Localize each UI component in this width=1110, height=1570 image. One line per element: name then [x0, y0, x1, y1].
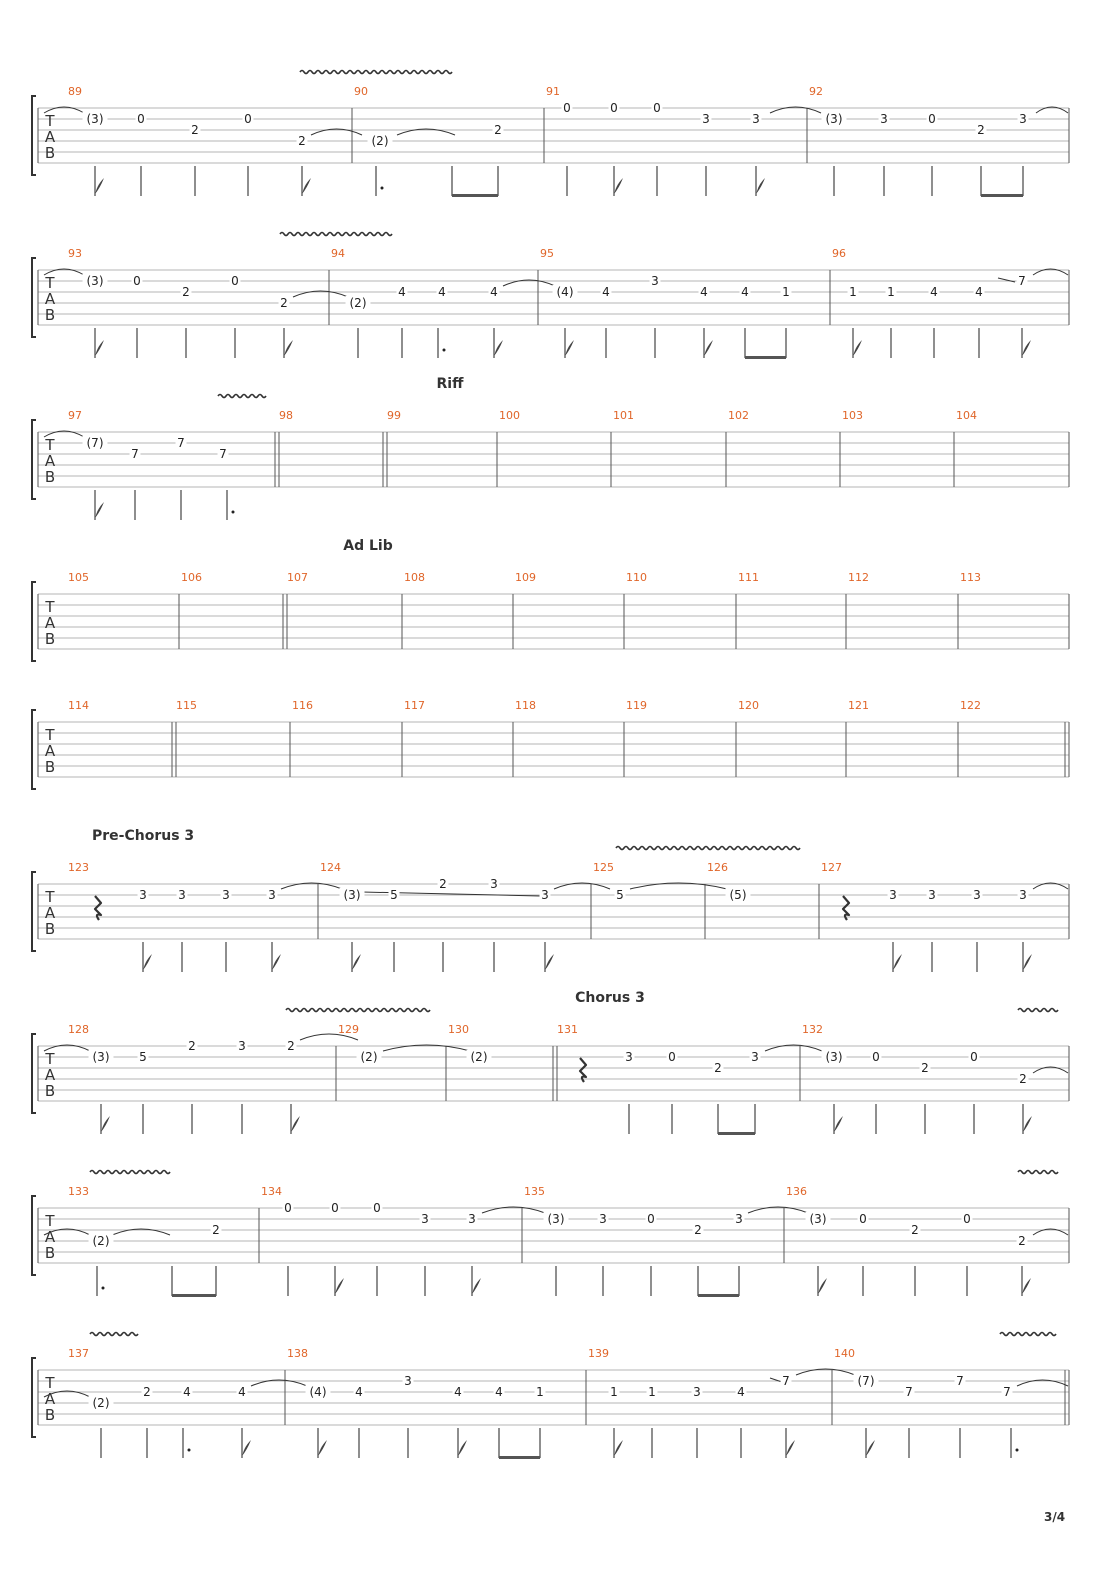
- quarter-rest: [843, 896, 849, 920]
- note-flag: [704, 340, 713, 358]
- vibrato-mark: [280, 233, 392, 236]
- fret-number: 7: [219, 447, 227, 461]
- measure-number: 116: [292, 699, 313, 712]
- fret-number: 3: [928, 888, 936, 902]
- note-beam: [172, 1294, 216, 1297]
- fret-number: 0: [928, 112, 936, 126]
- fret-number: 3: [421, 1212, 429, 1226]
- fret-number: 2: [977, 123, 985, 137]
- note-flag: [565, 340, 574, 358]
- fret-number: 1: [887, 285, 895, 299]
- system-bracket: [32, 258, 36, 337]
- note-beam: [452, 194, 498, 197]
- fret-number: (3): [547, 1212, 565, 1226]
- tab-clef-a: A: [44, 614, 56, 632]
- fret-number: 2: [921, 1061, 929, 1075]
- note-flag: [472, 1278, 481, 1296]
- note-beam: [499, 1456, 540, 1459]
- fret-number: 4: [438, 285, 446, 299]
- measure-number: 121: [848, 699, 869, 712]
- note-flag: [335, 1278, 344, 1296]
- tab-clef-a: A: [44, 452, 56, 470]
- note-flag: [318, 1440, 327, 1458]
- measure-number: 108: [404, 571, 425, 584]
- dot-mark: [1016, 1449, 1019, 1452]
- measure-number: 104: [956, 409, 977, 422]
- note-flag: [284, 340, 293, 358]
- measure-number: 115: [176, 699, 197, 712]
- tab-clef-t: T: [45, 1374, 55, 1392]
- tab-clef-t: T: [45, 888, 55, 906]
- fret-number: 5: [390, 888, 398, 902]
- fret-number: (3): [825, 112, 843, 126]
- measure-number: 96: [832, 247, 846, 260]
- tab-system: [32, 376, 1069, 520]
- note-flag: [143, 954, 152, 972]
- measure-number: 92: [809, 85, 823, 98]
- note-beam: [981, 194, 1023, 197]
- tab-clef-a: A: [44, 742, 56, 760]
- measure-number: 94: [331, 247, 345, 260]
- fret-number: 2: [494, 123, 502, 137]
- fret-number: 3: [651, 274, 659, 288]
- fret-number: 2: [191, 123, 199, 137]
- fret-number: 3: [625, 1050, 633, 1064]
- fret-number: 2: [212, 1223, 220, 1237]
- fret-number: (3): [86, 274, 104, 288]
- note-flag: [834, 1116, 843, 1134]
- tab-system: [32, 990, 1069, 1135]
- fret-number: 2: [298, 134, 306, 148]
- measure-number: 105: [68, 571, 89, 584]
- measure-number: 117: [404, 699, 425, 712]
- tab-clef-b: B: [44, 758, 56, 776]
- fret-number: 1: [849, 285, 857, 299]
- fret-number: 7: [905, 1385, 913, 1399]
- note-flag: [95, 340, 104, 358]
- note-flag: [272, 954, 281, 972]
- vibrato-mark: [1018, 1009, 1058, 1012]
- fret-number: (3): [343, 888, 361, 902]
- fret-number: (3): [825, 1050, 843, 1064]
- measure-number: 129: [338, 1023, 359, 1036]
- tab-clef-a: A: [44, 128, 56, 146]
- fret-number: 2: [143, 1385, 151, 1399]
- fret-number: 4: [454, 1385, 462, 1399]
- measure-number: 130: [448, 1023, 469, 1036]
- page-number-text: 3/4: [1044, 1510, 1066, 1524]
- section-label: Chorus 3: [575, 990, 645, 1006]
- note-flag: [1022, 1278, 1031, 1296]
- vibrato-mark: [90, 1333, 138, 1336]
- fret-number: 0: [970, 1050, 978, 1064]
- note-flag: [1022, 340, 1031, 358]
- fret-number: 3: [178, 888, 186, 902]
- measure-number: 135: [524, 1185, 545, 1198]
- fret-number: 1: [536, 1385, 544, 1399]
- quarter-rest: [95, 896, 101, 920]
- fret-number: 3: [1019, 112, 1027, 126]
- fret-number: 5: [616, 888, 624, 902]
- fret-number: 4: [398, 285, 406, 299]
- note-flag: [893, 954, 902, 972]
- fret-number: 2: [188, 1039, 196, 1053]
- fret-number: (4): [556, 285, 574, 299]
- measure-number: 136: [786, 1185, 807, 1198]
- fret-number: 4: [975, 285, 983, 299]
- section-label: Ad Lib: [343, 538, 393, 554]
- fret-number: 3: [139, 888, 147, 902]
- fret-number: 0: [231, 274, 239, 288]
- fret-number: (7): [857, 1374, 875, 1388]
- tab-clef-a: A: [44, 1390, 56, 1408]
- tab-clef-b: B: [44, 1406, 56, 1424]
- fret-number: 4: [700, 285, 708, 299]
- dot-mark: [232, 511, 235, 514]
- measure-number: 103: [842, 409, 863, 422]
- system-bracket: [32, 420, 36, 499]
- measure-number: 93: [68, 247, 82, 260]
- tab-clef-b: B: [44, 468, 56, 486]
- measure-number: 133: [68, 1185, 89, 1198]
- note-flag: [1023, 954, 1032, 972]
- fret-number: 4: [741, 285, 749, 299]
- system-bracket: [32, 1196, 36, 1275]
- section-label: Riff: [436, 376, 464, 392]
- fret-number: 4: [495, 1385, 503, 1399]
- note-flag: [614, 1440, 623, 1458]
- fret-number: 7: [131, 447, 139, 461]
- fret-number: 3: [599, 1212, 607, 1226]
- fret-number: 2: [911, 1223, 919, 1237]
- fret-number: 3: [1019, 888, 1027, 902]
- note-flag: [302, 178, 311, 196]
- measure-number: 125: [593, 861, 614, 874]
- dot-mark: [381, 187, 384, 190]
- fret-number: 0: [647, 1212, 655, 1226]
- measure-number: 97: [68, 409, 82, 422]
- tab-clef-t: T: [45, 112, 55, 130]
- fret-number: 4: [602, 285, 610, 299]
- fret-number: 3: [702, 112, 710, 126]
- fret-number: 1: [610, 1385, 618, 1399]
- vibrato-mark: [1018, 1171, 1058, 1174]
- measure-number: 138: [287, 1347, 308, 1360]
- fret-number: 2: [1019, 1072, 1027, 1086]
- quarter-rest: [580, 1058, 586, 1082]
- measure-number: 100: [499, 409, 520, 422]
- fret-number: (5): [729, 888, 747, 902]
- note-flag: [95, 502, 104, 520]
- fret-number: 2: [280, 296, 288, 310]
- system-bracket: [32, 582, 36, 661]
- fret-number: 2: [694, 1223, 702, 1237]
- tab-clef-t: T: [45, 274, 55, 292]
- tab-system: [32, 233, 1069, 360]
- measure-number: 132: [802, 1023, 823, 1036]
- tab-clef-t: T: [45, 726, 55, 744]
- fret-number: 4: [355, 1385, 363, 1399]
- fret-number: 7: [956, 1374, 964, 1388]
- measure-number: 134: [261, 1185, 282, 1198]
- measure-number: 111: [738, 571, 759, 584]
- fret-number: 2: [439, 877, 447, 891]
- note-flag: [866, 1440, 875, 1458]
- note-flag: [614, 178, 623, 196]
- note-flag: [756, 178, 765, 196]
- fret-number: 3: [222, 888, 230, 902]
- vibrato-mark: [300, 71, 452, 74]
- tab-system: [32, 71, 1069, 198]
- fret-number: (7): [86, 436, 104, 450]
- tab-clef-t: T: [45, 436, 55, 454]
- measure-number: 126: [707, 861, 728, 874]
- fret-number: 7: [1003, 1385, 1011, 1399]
- measure-number: 101: [613, 409, 634, 422]
- tab-system: [32, 1171, 1069, 1298]
- measure-number: 109: [515, 571, 536, 584]
- measure-number: 89: [68, 85, 82, 98]
- tab-clef-t: T: [45, 1212, 55, 1230]
- note-flag: [545, 954, 554, 972]
- measure-number: 128: [68, 1023, 89, 1036]
- system-bracket: [32, 1358, 36, 1437]
- tab-system: [32, 828, 1069, 972]
- measure-number: 140: [834, 1347, 855, 1360]
- fret-number: 4: [737, 1385, 745, 1399]
- fret-number: (2): [470, 1050, 488, 1064]
- note-flag: [95, 178, 104, 196]
- fret-number: 0: [244, 112, 252, 126]
- fret-number: 0: [284, 1201, 292, 1215]
- tab-clef-b: B: [44, 144, 56, 162]
- fret-number: 3: [693, 1385, 701, 1399]
- fret-number: (2): [349, 296, 367, 310]
- measure-number: 99: [387, 409, 401, 422]
- measure-number: 102: [728, 409, 749, 422]
- vibrato-mark: [218, 395, 266, 398]
- note-beam: [718, 1132, 755, 1135]
- fret-number: 0: [668, 1050, 676, 1064]
- tab-clef-b: B: [44, 306, 56, 324]
- measure-number: 127: [821, 861, 842, 874]
- tab-clef-t: T: [45, 1050, 55, 1068]
- fret-number: 3: [404, 1374, 412, 1388]
- fret-number: 4: [183, 1385, 191, 1399]
- fret-number: 0: [963, 1212, 971, 1226]
- measure-number: 90: [354, 85, 368, 98]
- measure-number: 106: [181, 571, 202, 584]
- measure-number: 114: [68, 699, 89, 712]
- fret-number: 3: [752, 112, 760, 126]
- measure-number: 139: [588, 1347, 609, 1360]
- tab-system: [32, 538, 1069, 661]
- vibrato-mark: [90, 1171, 170, 1174]
- measure-number: 110: [626, 571, 647, 584]
- measure-number: 124: [320, 861, 341, 874]
- fret-number: (4): [309, 1385, 327, 1399]
- measure-number: 131: [557, 1023, 578, 1036]
- fret-number: (3): [86, 112, 104, 126]
- fret-number: 3: [973, 888, 981, 902]
- measure-number: 122: [960, 699, 981, 712]
- fret-number: 2: [1018, 1234, 1026, 1248]
- measure-number: 118: [515, 699, 536, 712]
- fret-number: (2): [92, 1234, 110, 1248]
- fret-number: 3: [880, 112, 888, 126]
- tab-clef-b: B: [44, 630, 56, 648]
- fret-number: 2: [714, 1061, 722, 1075]
- measure-number: 91: [546, 85, 560, 98]
- fret-number: 0: [133, 274, 141, 288]
- fret-number: 1: [782, 285, 790, 299]
- dot-mark: [188, 1449, 191, 1452]
- note-flag: [853, 340, 862, 358]
- tab-clef-a: A: [44, 1066, 56, 1084]
- fret-number: (2): [360, 1050, 378, 1064]
- fret-number: 0: [373, 1201, 381, 1215]
- note-flag: [494, 340, 503, 358]
- tab-clef-a: A: [44, 904, 56, 922]
- vibrato-mark: [1000, 1333, 1056, 1336]
- vibrato-mark: [286, 1009, 430, 1012]
- fret-number: 3: [490, 877, 498, 891]
- fret-number: 0: [653, 101, 661, 115]
- dot-mark: [443, 349, 446, 352]
- tab-clef-a: A: [44, 1228, 56, 1246]
- measure-number: 119: [626, 699, 647, 712]
- measure-number: 98: [279, 409, 293, 422]
- measure-number: 120: [738, 699, 759, 712]
- fret-number: 0: [859, 1212, 867, 1226]
- fret-number: 3: [735, 1212, 743, 1226]
- fret-number: 7: [177, 436, 185, 450]
- note-flag: [352, 954, 361, 972]
- fret-number: 0: [563, 101, 571, 115]
- fret-number: 4: [490, 285, 498, 299]
- system-bracket: [32, 872, 36, 951]
- fret-number: (2): [371, 134, 389, 148]
- note-beam: [698, 1294, 739, 1297]
- note-flag: [101, 1116, 110, 1134]
- fret-number: 2: [182, 285, 190, 299]
- tab-clef-b: B: [44, 920, 56, 938]
- measure-number: 107: [287, 571, 308, 584]
- measure-number: 95: [540, 247, 554, 260]
- note-beam: [745, 356, 786, 359]
- vibrato-mark: [616, 847, 800, 850]
- system-bracket: [32, 96, 36, 175]
- fret-number: (3): [92, 1050, 110, 1064]
- tab-system: [32, 1333, 1069, 1460]
- fret-number: 3: [751, 1050, 759, 1064]
- fret-number: 0: [137, 112, 145, 126]
- fret-number: 5: [139, 1050, 147, 1064]
- fret-number: 7: [1018, 274, 1026, 288]
- tab-clef-b: B: [44, 1244, 56, 1262]
- fret-number: 0: [610, 101, 618, 115]
- fret-number: 0: [872, 1050, 880, 1064]
- fret-number: 1: [648, 1385, 656, 1399]
- fret-number: 3: [238, 1039, 246, 1053]
- note-flag: [458, 1440, 467, 1458]
- fret-number: 3: [268, 888, 276, 902]
- tab-clef-a: A: [44, 290, 56, 308]
- note-flag: [818, 1278, 827, 1296]
- note-flag: [242, 1440, 251, 1458]
- fret-number: 3: [468, 1212, 476, 1226]
- measure-number: 137: [68, 1347, 89, 1360]
- section-label: Pre-Chorus 3: [92, 828, 195, 844]
- fret-number: 3: [889, 888, 897, 902]
- measure-number: 123: [68, 861, 89, 874]
- fret-number: 4: [930, 285, 938, 299]
- fret-number: 0: [331, 1201, 339, 1215]
- measure-number: 112: [848, 571, 869, 584]
- note-flag: [1023, 1116, 1032, 1134]
- measure-number: 113: [960, 571, 981, 584]
- fret-number: 4: [238, 1385, 246, 1399]
- tab-system: [32, 699, 1069, 789]
- fret-number: 7: [782, 1374, 790, 1388]
- system-bracket: [32, 710, 36, 789]
- fret-number: (3): [809, 1212, 827, 1226]
- note-flag: [291, 1116, 300, 1134]
- dot-mark: [102, 1287, 105, 1290]
- fret-number: (2): [92, 1396, 110, 1410]
- fret-number: 3: [541, 888, 549, 902]
- tab-clef-t: T: [45, 598, 55, 616]
- tab-clef-b: B: [44, 1082, 56, 1100]
- system-bracket: [32, 1034, 36, 1113]
- note-flag: [786, 1440, 795, 1458]
- fret-number: 2: [287, 1039, 295, 1053]
